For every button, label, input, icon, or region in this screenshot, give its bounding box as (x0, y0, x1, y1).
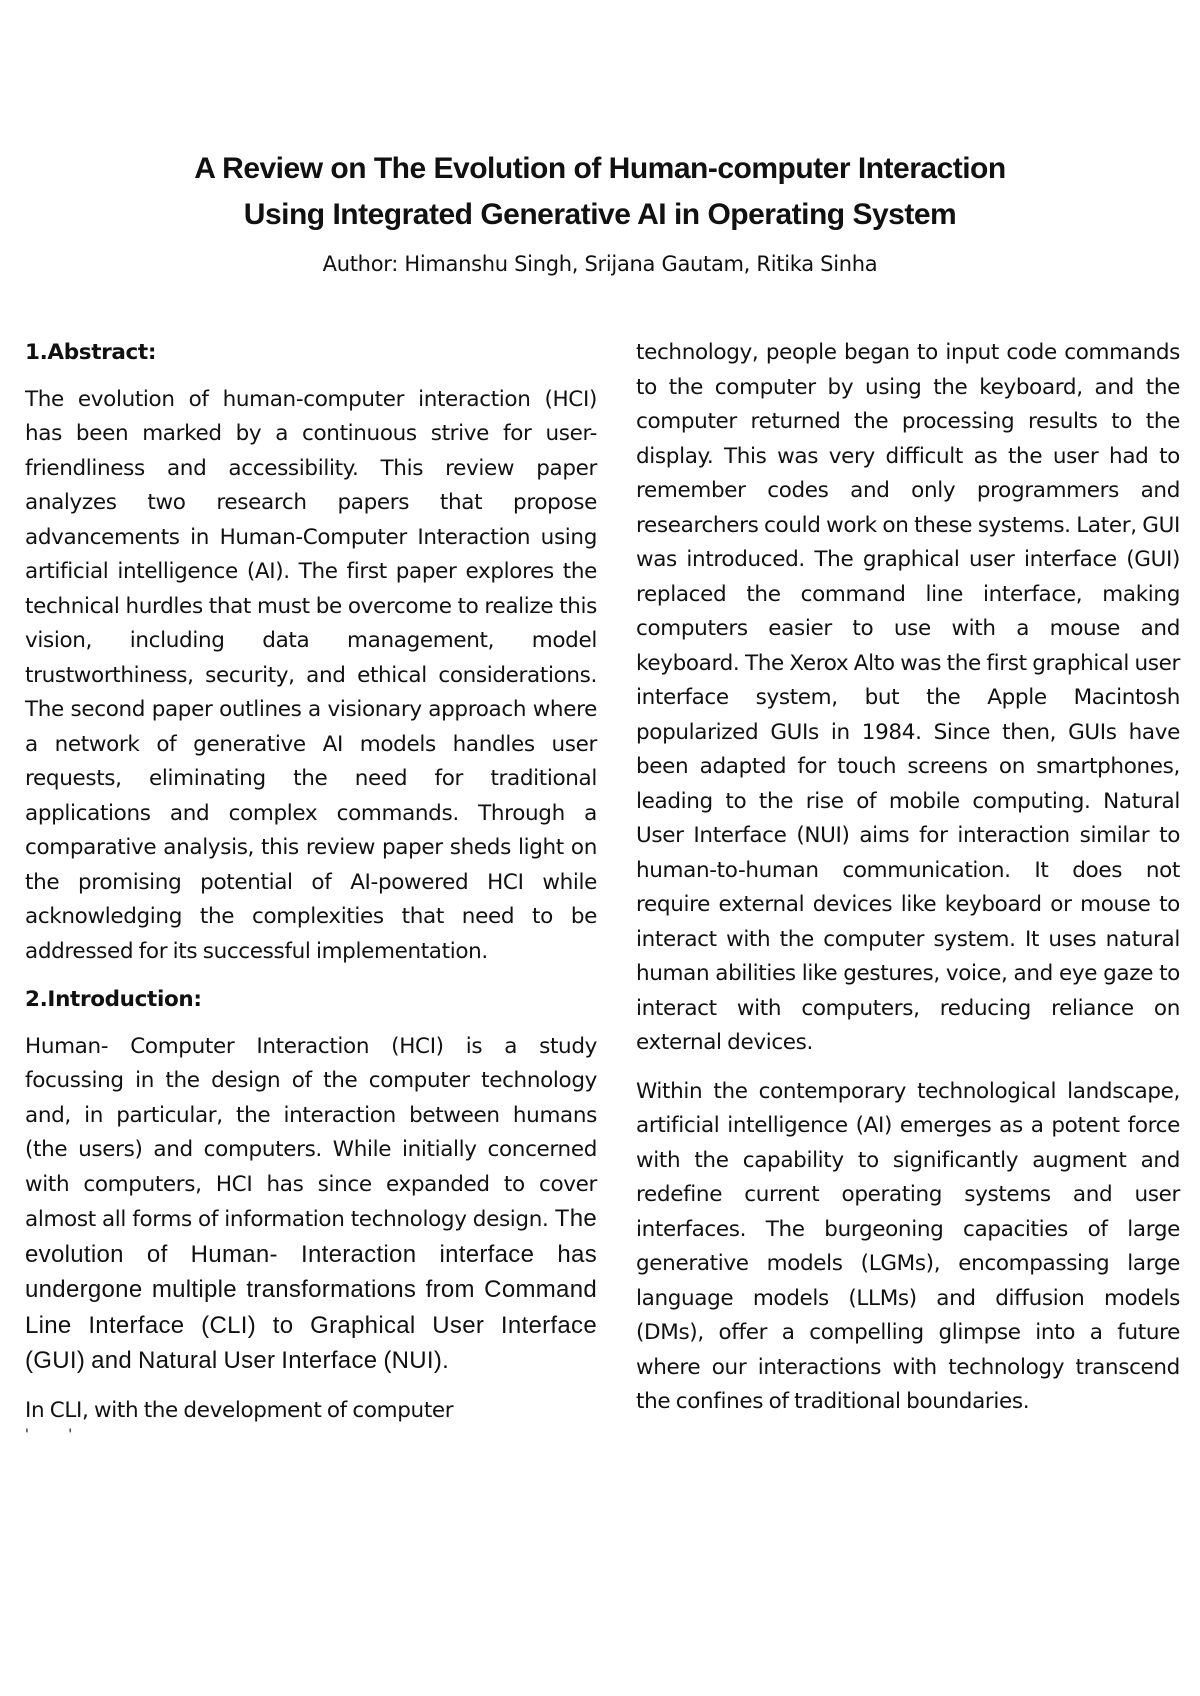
paper-title-line-1: A Review on The Evolution of Human-computer Interaction (194, 152, 1006, 185)
introduction-paragraph-1-tail: The evolution of Human- Interaction interface has undergone multiple transformations from Command Line Interface (CLI) to Graphical User Interface (GUI) and Natural User Interface (NUI). (25, 1205, 598, 1374)
abstract-heading: 1.Abstract: (25, 340, 157, 365)
left-column (25, 336, 597, 1442)
introduction-paragraph-2-start: In CLI, with the development of computer (25, 1397, 454, 1423)
title-block (0, 146, 1200, 278)
author-line: Author: Himanshu Singh, Srijana Gautam, Ritika Sinha (322, 252, 878, 276)
cut-off-marks: ' ' (25, 1427, 91, 1443)
introduction-heading: 2.Introduction: (25, 987, 202, 1012)
introduction-paragraph-1 (25, 1030, 597, 1380)
introduction-paragraph-3: Within the contemporary technological landscape, artificial intelligence (AI) emerges as a potent force with the capability to significantly augment and redefine current operating systems and user interfaces. The burgeoning capacities of large generative models (LGMs), encompassing large language models (LLMs) and diffusion models (DMs), offer a compelling glimpse into a future where our interactions with technology transcend the confines of traditional boundaries. (636, 1078, 1180, 1414)
introduction-paragraph-2-continued: technology, people began to input code commands to the computer by using the keyboard, and the computer returned the processing results to the display. This was very difficult as the user had to remember codes and only programmers and researchers could work on these systems. Later, GUI was introduced. The graphical user interface (GUI) replaced the command line interface, making computers easier to use with a mouse and keyboard. The Xerox Alto was the first graphical user interface system, but the Apple Macintosh popularized GUIs in 1984. Since then, GUIs have been adapted for touch screens on smartphones, leading to the rise of mobile computing. Natural User Interface (NUI) aims for interaction similar to human-to-human communication. It does not require external devices like keyboard or mouse to interact with the computer system. It uses natural human abilities like gestures, voice, and eye gaze to interact with computers, reducing reliance on external devices. (636, 340, 1180, 1055)
introduction-paragraph-1-main: Human- Computer Interaction (HCI) is a study focussing in the design of the computer technology and, in particular, the interaction between humans (the users) and computers. While initially concerned with computers, HCI has since expanded to cover almost all forms of information technology design. (25, 1033, 597, 1232)
abstract-text: The evolution of human-computer interaction (HCI) has been marked by a continuous strive for user-friendliness and accessibility. This review paper analyzes two research papers that propose advancements in Human-Computer Interaction using artificial intelligence (AI). The first paper explores the technical hurdles that must be overcome to realize this vision, including data management, model trustworthiness, security, and ethical considerations. The second paper outlines a visionary approach where a network of generative AI models handles user requests, eliminating the need for traditional applications and complex commands. Through a comparative analysis, this review paper sheds light on the promising potential of AI-powered HCI while acknowledging the complexities that need to be addressed for its successful implementation. (25, 386, 597, 964)
right-column (636, 336, 1180, 1434)
paper-title-line-2: Using Integrated Generative AI in Operating System (243, 198, 957, 231)
